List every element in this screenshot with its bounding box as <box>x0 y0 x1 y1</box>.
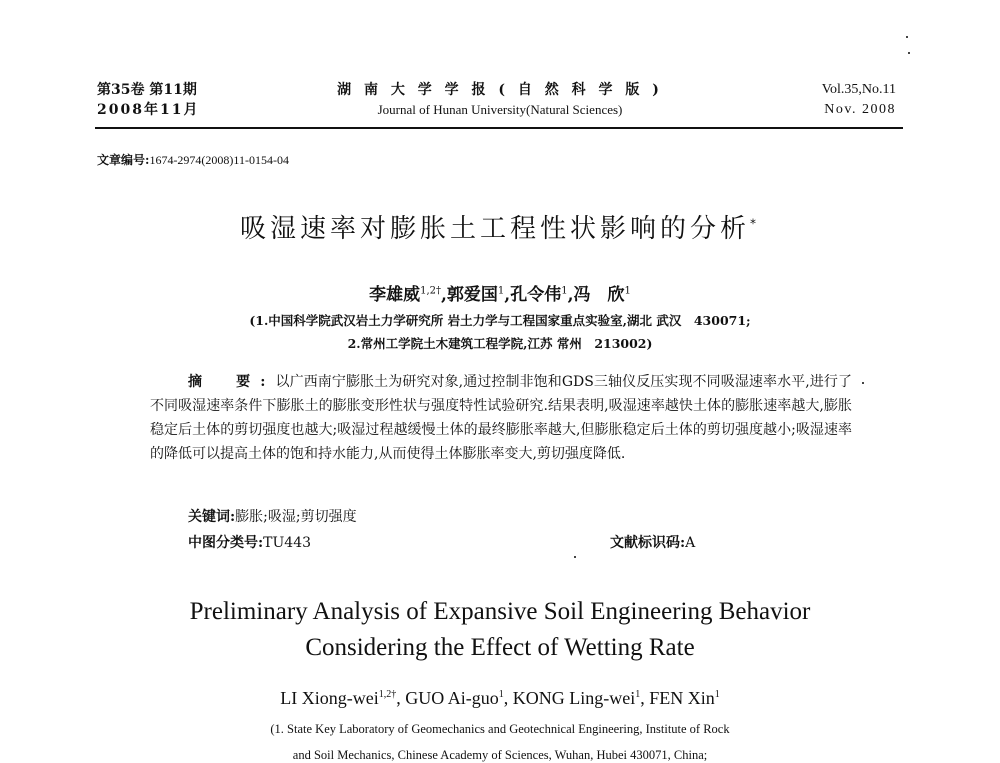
author-en: LI Xiong-wei <box>280 688 379 708</box>
title-cn <box>0 208 1000 245</box>
author-sup: 1 <box>497 285 505 297</box>
article-number <box>97 151 289 168</box>
article-number-label: 文章编号: <box>97 153 150 167</box>
abstract-label: 摘 要: <box>188 374 276 390</box>
volume-number-en: Vol.35,No.11 <box>821 82 896 97</box>
keywords-label: 关键词: <box>188 509 236 525</box>
author-sup: 1 <box>714 689 720 700</box>
volume-info-en <box>822 80 896 120</box>
title-cn-text: 吸湿速率对膨胀土工程性状影响的分析 <box>239 214 750 244</box>
author-sup: 1,2† <box>420 285 441 297</box>
journal-name <box>300 80 700 120</box>
scan-speck <box>862 382 864 384</box>
authors-cn: 李雄威$^{1,2\dagger}$,郭爱国$^1$,孔令伟$^1$,冯 欣$^1$ <box>369 285 631 305</box>
author-sup: 1 <box>624 285 631 297</box>
abstract-text: 以广西南宁膨胀土为研究对象,通过控制非饱和GDS三轴仪反压实现不同吸湿速率水平,进行了不同吸湿速率条件下膨胀土的膨胀变形性状与强度特性试验研究.结果表明,吸湿速率越快土体的膨胀速率越大,膨胀稳定后土体的剪切强度也越大;吸湿过程越缓慢土体的最终膨胀率越大,但膨胀稳定后土体的剪切强度越小;吸湿速率的降低可以提高土体的饱和持水能力,从而使得土体膨胀率变大,剪切强度降低. <box>150 374 852 462</box>
issue-info <box>97 80 199 120</box>
authors-en: LI Xiong-wei$^{1,2\dagger}$, GUO Ai-guo$^1$, KONG Ling-wei$^1$, FEN Xin$^1$ <box>280 688 720 708</box>
scan-speck <box>574 556 576 558</box>
issue-date-en: Nov. 2008 <box>824 102 896 117</box>
author-en: FEN Xin <box>649 688 715 708</box>
scan-speck <box>906 36 908 38</box>
author-cn: 李雄威 <box>369 285 421 305</box>
affiliation-en: (1. State Key Laboratory of Geomechanics and Geotechnical Engineering, Institute of Rock <box>270 722 730 736</box>
author-cn: 冯 欣 <box>573 285 625 305</box>
scan-speck <box>908 52 910 54</box>
affiliation-en: and Soil Mechanics, Chinese Academy of Sciences, Wuhan, Hubei 430071, China; <box>292 748 708 762</box>
author-en: GUO Ai-guo <box>405 688 499 708</box>
volume-issue: 第35卷 第11期 <box>97 82 197 98</box>
author-cn: 孔令伟 <box>510 285 562 305</box>
affiliation-cn: 2.常州工学院土木建筑工程学院,江苏 常州 213002) <box>347 336 653 351</box>
keywords <box>188 506 357 526</box>
article-number-value: 1674-2974(2008)11-0154-04 <box>149 153 289 167</box>
author-sup: 1 <box>498 689 504 700</box>
document-code <box>610 532 695 552</box>
author-sup: 1 <box>561 285 568 297</box>
title-footnote-mark: * <box>750 216 760 231</box>
document-code-value: A <box>685 535 696 551</box>
author-sup: 1 <box>635 689 641 700</box>
journal-name-en: Journal of Hunan University(Natural Sciences) <box>377 102 623 117</box>
journal-name-cn: 湖 南 大 学 学 报 ( 自 然 科 学 版 ) <box>337 82 663 98</box>
author-en: KONG Ling-wei <box>512 688 636 708</box>
header-rule <box>95 127 903 129</box>
title-en-line: Considering the Effect of Wetting Rate <box>305 634 695 661</box>
keywords-value: 膨胀;吸湿;剪切强度 <box>235 509 357 525</box>
document-code-label: 文献标识码: <box>610 535 686 551</box>
affiliation-cn: (1.中国科学院武汉岩土力学研究所 岩土力学与工程国家重点实验室,湖北 武汉 430071; <box>249 313 751 328</box>
issue-date: 2008年11月 <box>97 102 200 118</box>
clc-value: TU443 <box>263 535 312 551</box>
abstract <box>150 370 852 466</box>
clc-label: 中图分类号: <box>188 535 264 551</box>
title-en-line: Preliminary Analysis of Expansive Soil Engineering Behavior <box>189 598 811 625</box>
clc-number <box>188 532 311 552</box>
author-sup: 1,2† <box>378 689 397 700</box>
author-cn: 郭爱国 <box>446 285 498 305</box>
